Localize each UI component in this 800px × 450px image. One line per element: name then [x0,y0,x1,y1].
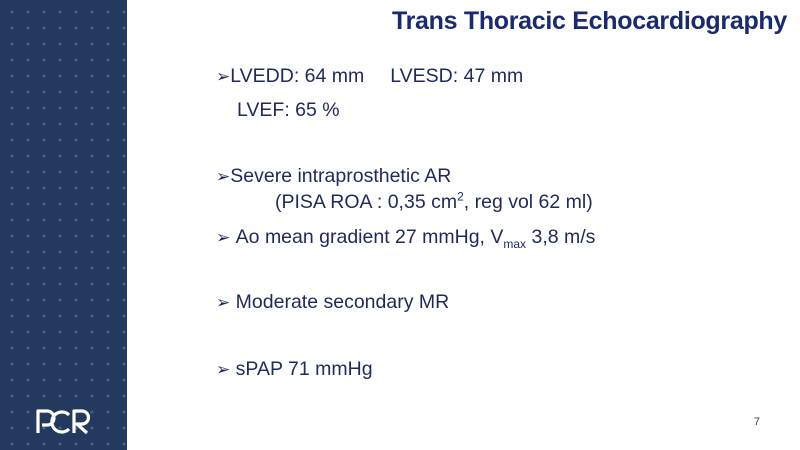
spap-text: sPAP 71 mmHg [235,358,373,380]
bullet-arrow-icon: ➢ [216,293,231,312]
bullet-mr [216,290,449,315]
mr-text: Moderate secondary MR [235,291,450,313]
ar-main-text: Severe intraprosthetic AR [230,165,452,187]
ar-detail-line [275,190,593,214]
lvef-text: LVEF: 65 % [237,99,340,121]
bullet-ar [216,164,451,189]
page-number: 7 [753,416,760,428]
ar-detail-post: , reg vol 62 ml) [463,191,593,213]
slide-title: Trans Thoracic Echocardiography [392,7,787,35]
ar-detail-pre: (PISA ROA : 0,35 cm [275,191,458,213]
bullet-arrow-icon: ➢ [216,67,231,86]
lvef-line [237,98,340,122]
bullet-arrow-icon: ➢ [216,167,231,186]
bullet-ao [216,225,595,250]
bullet-arrow-icon: ➢ [216,360,231,379]
bullet-spap [216,357,373,382]
ao-text-post: 3,8 m/s [526,226,596,248]
bullet-dimensions [216,64,523,89]
lvedd-text: LVEDD: 64 mm [230,65,365,87]
ao-text-sub: max [503,236,527,251]
ao-text-pre: Ao mean gradient 27 mmHg, V [235,226,504,248]
bullet-arrow-icon: ➢ [216,228,231,247]
ar-detail-sup: 2 [457,189,464,204]
lvesd-text: LVESD: 47 mm [390,65,524,87]
